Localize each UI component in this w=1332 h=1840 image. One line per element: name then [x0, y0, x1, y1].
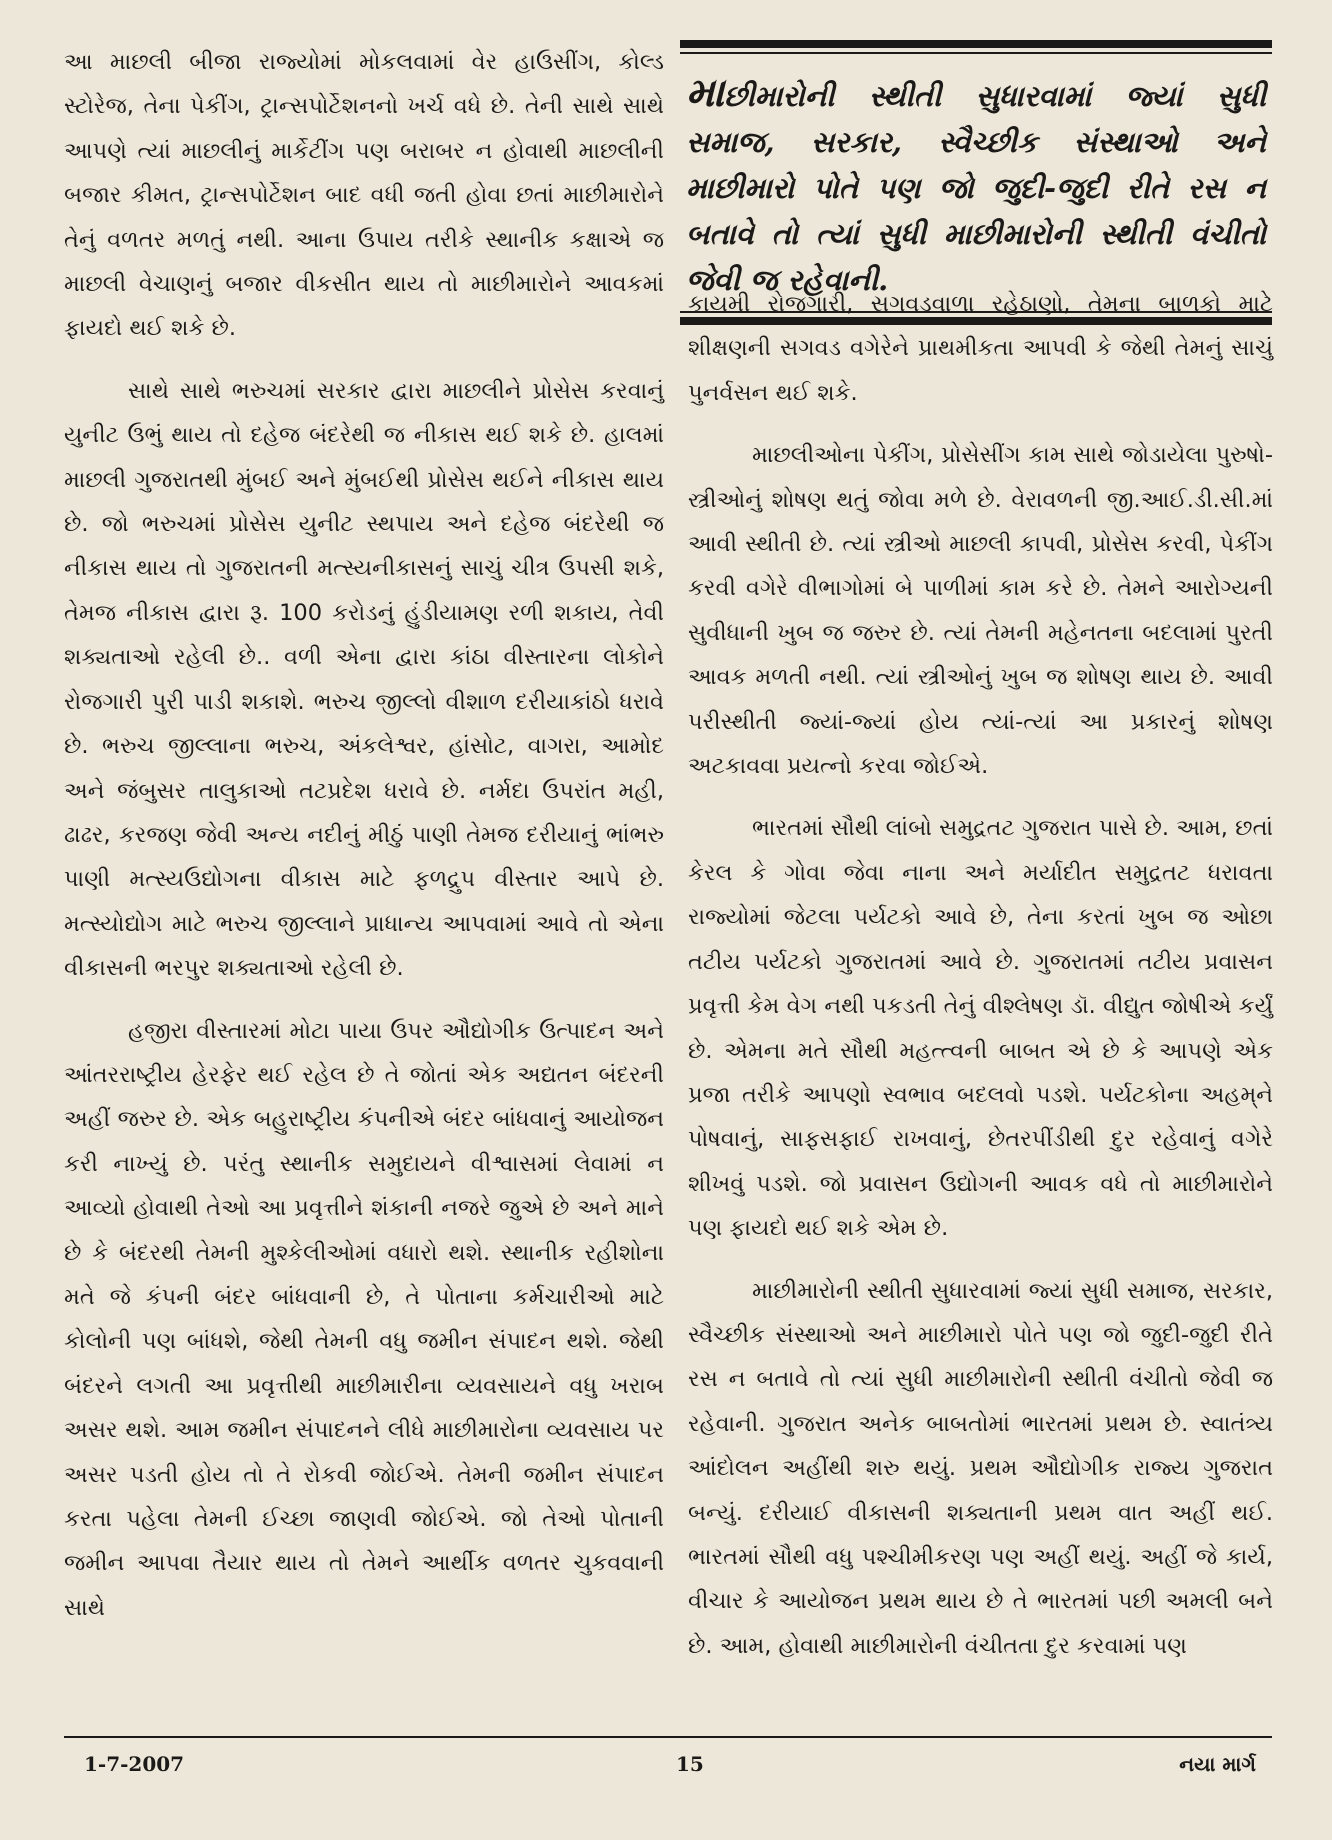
left-column	[64, 40, 664, 1630]
magazine-name: નયા માર્ગ	[1179, 1752, 1256, 1776]
right-column	[688, 282, 1273, 1668]
page-number: 15	[676, 1752, 704, 1776]
footer-date: 1-7-2007	[84, 1752, 185, 1776]
pull-quote-rule-top	[680, 40, 1272, 48]
right-paragraph-3: ભારતમાં સૌથી લાંબો સમુદ્રતટ ગુજરાત પાસે છે. આમ, છતાં કેરલ કે ગોવા જેવા નાના અને મર્યાદીત સમુદ્રતટ ધરાવતા રાજ્યોમાં જેટલા પર્યટકો આવે છે, તેના કરતાં ખુબ જ ઓછા તટીય પર્યટકો ગુજરાતમાં આવે છે. ગુજરાતમાં તટીય પ્રવાસન પ્રવૃત્તી કેમ વેગ નથી પકડતી તેનું વીશ્લેષણ ડૉ. વીદ્યુત જોષીએ કર્યું છે. એમના મતે સૌથી મહત્ત્વની બાબત એ છે કે આપણે એક પ્રજા તરીકે આપણો સ્વભાવ બદલવો પડશે. પર્યટકોના અહમ્‌ને પોષવાનું, સાફસફાઈ રાખવાનું, છેતરપીંડીથી દુર રહેવાનું વગેરે શીખવું પડશે. જો પ્રવાસન ઉદ્યોગની આવક વધે તો માછીમારોને પણ ફાયદો થઈ શકે એમ છે.	[688, 815, 1273, 1242]
pull-quote-text: છીમારોની સ્થીતી સુધારવામાં જ્યાં સુધી સમાજ, સરકાર, સ્વૈચ્છીક સંસ્થાઓ અને માછીમારો પોતે પણ જો જુદી-જુદી રીતે રસ ન બતાવે તો ત્યાં સુધી માછીમારોની સ્થીતી વંચીતો જેવી જ રહેવાની.	[686, 79, 1266, 297]
right-paragraph-4: માછીમારોની સ્થીતી સુધારવામાં જ્યાં સુધી સમાજ, સરકાર, સ્વૈચ્છીક સંસ્થાઓ અને માછીમારો પોતે પણ જો જુદી-જુદી રીતે રસ ન બતાવે તો ત્યાં સુધી માછીમારોની સ્થીતી વંચીતો જેવી જ રહેવાની. ગુજરાત અનેક બાબતોમાં ભારતમાં પ્રથમ છે. સ્વાતંત્ર્ય આંદોલન અહીંથી શરુ થયું. પ્રથમ ઔદ્યોગીક રાજ્ય ગુજરાત બન્યું. દરીયાઈ વીકાસની શક્યતાની પ્રથમ વાત અહીં થઈ. ભારતમાં સૌથી વધુ પશ્ચીમીકરણ પણ અહીં થયું. અહીં જે કાર્ય, વીચાર કે આયોજન પ્રથમ થાય છે તે ભારતમાં પછી અમલી બને છે. આમ, હોવાથી માછીમારોની વંચીતતા દુર કરવામાં પણ	[688, 1277, 1273, 1659]
right-paragraph-2: માછલીઓના પેકીંગ, પ્રોસેસીંગ કામ સાથે જોડાયેલા પુરુષો-સ્ત્રીઓનું શોષણ થતું જોવા મળે છે. વેરાવળની જી.આઈ.ડી.સી.માં આવી સ્થીતી છે. ત્યાં સ્ત્રીઓ માછલી કાપવી, પ્રોસેસ કરવી, પેકીંગ કરવી વગેરે વીભાગોમાં બે પાળીમાં કામ કરે છે. તેમને આરોગ્યની સુવીધાની ખુબ જ જરુર છે. ત્યાં તેમની મહેનતના બદલામાં પુરતી આવક મળતી નથી. ત્યાં સ્ત્રીઓનું ખુબ જ શોષણ થાય છે. આવી પરીસ્થીતી જ્યાં-જ્યાં હોય ત્યાં-ત્યાં આ પ્રકારનું શોષણ અટકાવવા પ્રયત્નો કરવા જોઈએ.	[688, 442, 1273, 780]
left-paragraph-1: આ માછલી બીજા રાજ્યોમાં મોકલવામાં વેર હાઉસીંગ, કોલ્ડ સ્ટોરેજ, તેના પેકીંગ, ટ્રાન્સપોર્ટેશનનો ખર્ચ વધે છે. તેની સાથે સાથે આપણે ત્યાં માછલીનું માર્કેટીંગ પણ બરાબર ન હોવાથી માછલીની બજાર કીમત, ટ્રાન્સપોર્ટેશન બાદ વધી જતી હોવા છતાં માછીમારોને તેનું વળતર મળતું નથી. આના ઉપાય તરીકે સ્થાનીક કક્ષાએ જ માછલી વેચાણનું બજાર વીકસીત થાય તો માછીમારોને આવકમાં ફાયદો થઈ શકે છે.	[64, 49, 664, 342]
pull-quote-rule-top-thin	[680, 52, 1272, 54]
right-paragraph-1: કાયમી રોજગારી, સગવડવાળા રહેઠાણો, તેમના બાળકો માટે શીક્ષણની સગવડ વગેરેને પ્રાથમીકતા આપવી કે જેથી તેમનું સાચું પુનર્વસન થઈ શકે.	[688, 291, 1273, 406]
left-paragraph-3: હજીરા વીસ્તારમાં મોટા પાયા ઉપર ઔદ્યોગીક ઉત્પાદન અને આંતરરાષ્ટ્રીય હેરફેર થઈ રહેલ છે તે જોતાં એક અદ્યતન બંદરની અહીં જરુર છે. એક બહુરાષ્ટ્રીય કંપનીએ બંદર બાંધવાનું આયોજન કરી નાખ્યું છે. પરંતુ સ્થાનીક સમુદાયને વીશ્વાસમાં લેવામાં ન આવ્યો હોવાથી તેઓ આ પ્રવૃત્તીને શંકાની નજરે જુએ છે અને માને છે કે બંદરથી તેમની મુશ્કેલીઓમાં વધારો થશે. સ્થાનીક રહીશોના મતે જે કંપની બંદર બાંધવાની છે, તે પોતાના કર્મચારીઓ માટે કોલોની પણ બાંધશે, જેથી તેમની વધુ જમીન સંપાદન થશે. જેથી બંદરને લગતી આ પ્રવૃત્તીથી માછીમારીના વ્યવસાયને વધુ ખરાબ અસર થશે. આમ જમીન સંપાદનને લીધે માછીમારોના વ્યવસાય પર અસર પડતી હોય તો તે રોકવી જોઈએ. તેમની જમીન સંપાદન કરતા પહેલા તેમની ઈચ્છા જાણવી જોઈએ. જો તેઓ પોતાની જમીન આપવા તૈયાર થાય તો તેમને આર્થીક વળતર ચુકવવાની સાથે	[64, 1017, 664, 1621]
pull-quote-drop-letters: મા	[686, 69, 725, 116]
pull-quote	[686, 70, 1266, 303]
left-paragraph-2: સાથે સાથે ભરુચમાં સરકાર દ્વારા માછલીને પ્રોસેસ કરવાનું યુનીટ ઉભું થાય તો દહેજ બંદરેથી જ નીકાસ થઈ શકે છે. હાલમાં માછલી ગુજરાતથી મુંબઈ અને મુંબઈથી પ્રોસેસ થઈને નીકાસ થાય છે. જો ભરુચમાં પ્રોસેસ યુનીટ સ્થપાય અને દહેજ બંદરેથી જ નીકાસ થાય તો ગુજરાતની મત્સ્યનીકાસનું સાચું ચીત્ર ઉપસી શકે, તેમજ નીકાસ દ્વારા રૂ. 100 કરોડનું હુંડીયામણ રળી શકાય, તેવી શક્યતાઓ રહેલી છે.. વળી એના દ્વારા કાંઠા વીસ્તારના લોકોને રોજગારી પુરી પાડી શકાશે. ભરુચ જીલ્લો વીશાળ દરીયાકાંઠો ધરાવે છે. ભરુચ જીલ્લાના ભરુચ, અંકલેશ્વર, હાંસોટ, વાગરા, આમોદ અને જંબુસર તાલુકાઓ તટપ્રદેશ ધરાવે છે. નર્મદા ઉપરાંત મહી, ઢાઢર, કરજણ જેવી અન્ય નદીનું મીઠું પાણી તેમજ દરીયાનું ભાંભરુ પાણી મત્સ્યઉદ્યોગના વીકાસ માટે ફળદ્રુપ વીસ્તાર આપે છે. મત્સ્યોદ્યોગ માટે ભરુચ જીલ્લાને પ્રાધાન્ય આપવામાં આવે તો એના વીકાસની ભરપુર શક્યતાઓ રહેલી છે.	[64, 377, 664, 982]
footer-rule	[64, 1736, 1272, 1738]
